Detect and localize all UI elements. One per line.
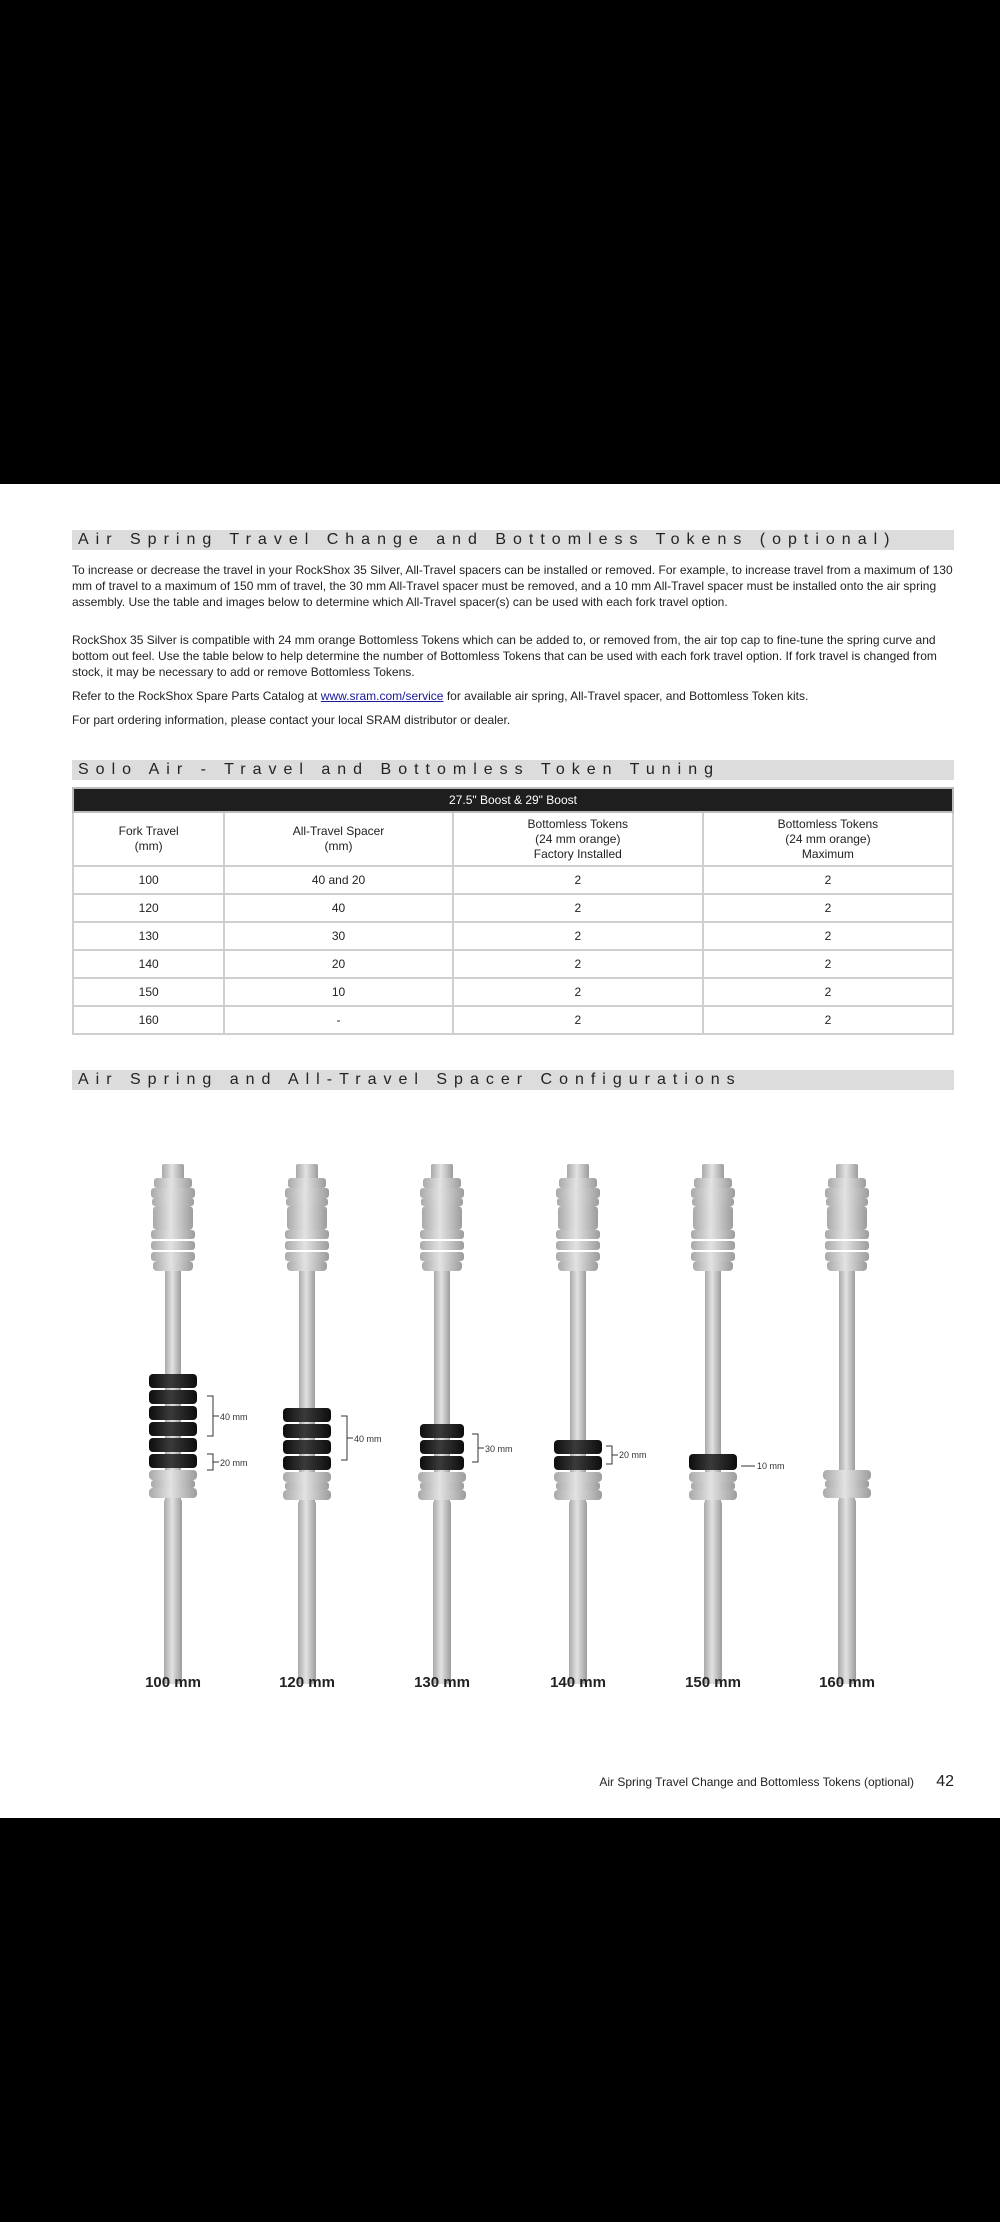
table-cell: 2 xyxy=(453,866,703,894)
table-row xyxy=(73,978,953,1006)
config-label-150mm: 150 mm xyxy=(685,1674,741,1691)
table-cell: 2 xyxy=(453,978,703,1006)
config-label-160mm: 160 mm xyxy=(819,1674,875,1691)
column-header-line: Maximum xyxy=(801,846,854,861)
config-label-120mm: 120 mm xyxy=(279,1674,335,1691)
column-header-line: Factory Installed xyxy=(533,846,622,861)
table-cell: 140 xyxy=(73,950,224,978)
column-header-line: Bottomless Tokens xyxy=(777,816,879,831)
spare-parts-text-after: for available air spring, All-Travel spacer, and Bottomless Token kits. xyxy=(443,689,809,703)
paragraph-spare-parts xyxy=(72,688,954,704)
spare-parts-text-before: Refer to the RockShox Spare Parts Catalog at xyxy=(72,689,321,703)
section-header-air-spring xyxy=(72,530,954,550)
dimension-label-30mm: 30 mm xyxy=(485,1444,513,1454)
config-label-130mm: 130 mm xyxy=(414,1674,470,1691)
config-label-100mm: 100 mm xyxy=(145,1674,201,1691)
column-header-line: Bottomless Tokens xyxy=(527,816,629,831)
table-cell: 2 xyxy=(453,1006,703,1034)
column-header-tokens-factory xyxy=(453,812,703,866)
table-cell: 2 xyxy=(703,866,953,894)
table-cell: 2 xyxy=(703,978,953,1006)
air-spring-configurations-illustration xyxy=(0,1124,1000,1684)
paragraph-travel-change: To increase or decrease the travel in your RockShox 35 Silver, All-Travel spacers can be installed or removed. For example, to increase travel from a maximum of 130 mm of travel to a maximum of 150 mm of travel, the 30 mm All-Travel spacer must be removed, and a 10 mm All-Travel spacer must be installed onto the air spring assembly. Use the table and images below to determine which All-Travel spacer(s) can be used with each fork travel option. xyxy=(72,563,953,609)
travel-token-table xyxy=(72,787,954,1035)
table-cell: 2 xyxy=(453,894,703,922)
paragraph-bottomless-tokens: RockShox 35 Silver is compatible with 24 mm orange Bottomless Tokens which can be added to, or removed from, the air top cap to fine-tune the spring curve and bottom out feel. Use the table below to help determine the number of Bottomless Tokens that can be used with each fork travel option. If fork travel is changed from stock, it may be necessary to add or remove Bottomless Tokens. xyxy=(72,633,937,679)
section-title: Solo Air - Travel and Bottomless Token Tuning xyxy=(78,761,720,778)
table-cell: 2 xyxy=(703,922,953,950)
dimension-label-40mm: 40 mm xyxy=(220,1412,248,1422)
section-title: Air Spring Travel Change and Bottomless Tokens (optional) xyxy=(78,531,897,548)
dimension-label-40mm: 40 mm xyxy=(354,1434,382,1444)
config-140mm-air-spring xyxy=(554,1164,618,1684)
table-cell: 40 xyxy=(224,894,452,922)
table-caption: 27.5" Boost & 29" Boost xyxy=(73,788,953,812)
table-row xyxy=(73,922,953,950)
config-130mm-air-spring xyxy=(418,1164,484,1684)
table-cell: 2 xyxy=(453,922,703,950)
table-cell: 40 and 20 xyxy=(224,866,452,894)
column-header-line: (24 mm orange) xyxy=(785,831,871,846)
table-cell: 2 xyxy=(703,894,953,922)
dimension-label-20mm: 20 mm xyxy=(220,1458,248,1468)
config-100mm-air-spring xyxy=(149,1164,219,1684)
table-cell: 30 xyxy=(224,922,452,950)
config-120mm-air-spring xyxy=(283,1164,353,1684)
paragraph-part-ordering: For part ordering information, please contact your local SRAM distributor or dealer. xyxy=(72,713,511,727)
section-title: Air Spring and All-Travel Spacer Configurations xyxy=(78,1071,742,1088)
sram-service-link[interactable]: www.sram.com/service xyxy=(320,689,444,703)
table-cell: 150 xyxy=(73,978,224,1006)
table-cell: - xyxy=(224,1006,452,1034)
section-header-configurations xyxy=(72,1070,954,1090)
table-cell: 2 xyxy=(703,1006,953,1034)
table-cell: 120 xyxy=(73,894,224,922)
table-cell: 130 xyxy=(73,922,224,950)
dimension-label-10mm: 10 mm xyxy=(757,1461,785,1471)
table-cell: 2 xyxy=(703,950,953,978)
section-header-tuning xyxy=(72,760,954,780)
table-cell: 20 xyxy=(224,950,452,978)
page-number: 42 xyxy=(936,1773,954,1790)
column-header-line: Fork Travel xyxy=(118,824,179,838)
column-header-tokens-maximum xyxy=(703,812,953,866)
dimension-label-20mm: 20 mm xyxy=(619,1450,647,1460)
table-row xyxy=(73,866,953,894)
footer-section-title: Air Spring Travel Change and Bottomless Tokens (optional) xyxy=(599,1775,914,1789)
manual-page xyxy=(0,484,1000,1818)
table-row xyxy=(73,894,953,922)
column-header-line: (mm) xyxy=(134,839,163,853)
column-header-line: (24 mm orange) xyxy=(535,831,621,846)
table-row xyxy=(73,950,953,978)
table-cell: 160 xyxy=(73,1006,224,1034)
table-row xyxy=(73,1006,953,1034)
config-label-140mm: 140 mm xyxy=(550,1674,606,1691)
table-cell: 10 xyxy=(224,978,452,1006)
spacer-10mm xyxy=(689,1454,737,1470)
column-header-all-travel-spacer xyxy=(224,812,452,866)
config-160mm-air-spring xyxy=(823,1164,871,1684)
column-header-line: All-Travel Spacer xyxy=(292,824,385,838)
column-header-fork-travel xyxy=(73,812,224,866)
config-150mm-air-spring xyxy=(689,1164,755,1684)
table-cell: 100 xyxy=(73,866,224,894)
spacer-stack-30mm xyxy=(420,1424,464,1470)
column-header-line: (mm) xyxy=(324,839,353,853)
table-cell: 2 xyxy=(453,950,703,978)
table-header-row xyxy=(73,812,953,866)
